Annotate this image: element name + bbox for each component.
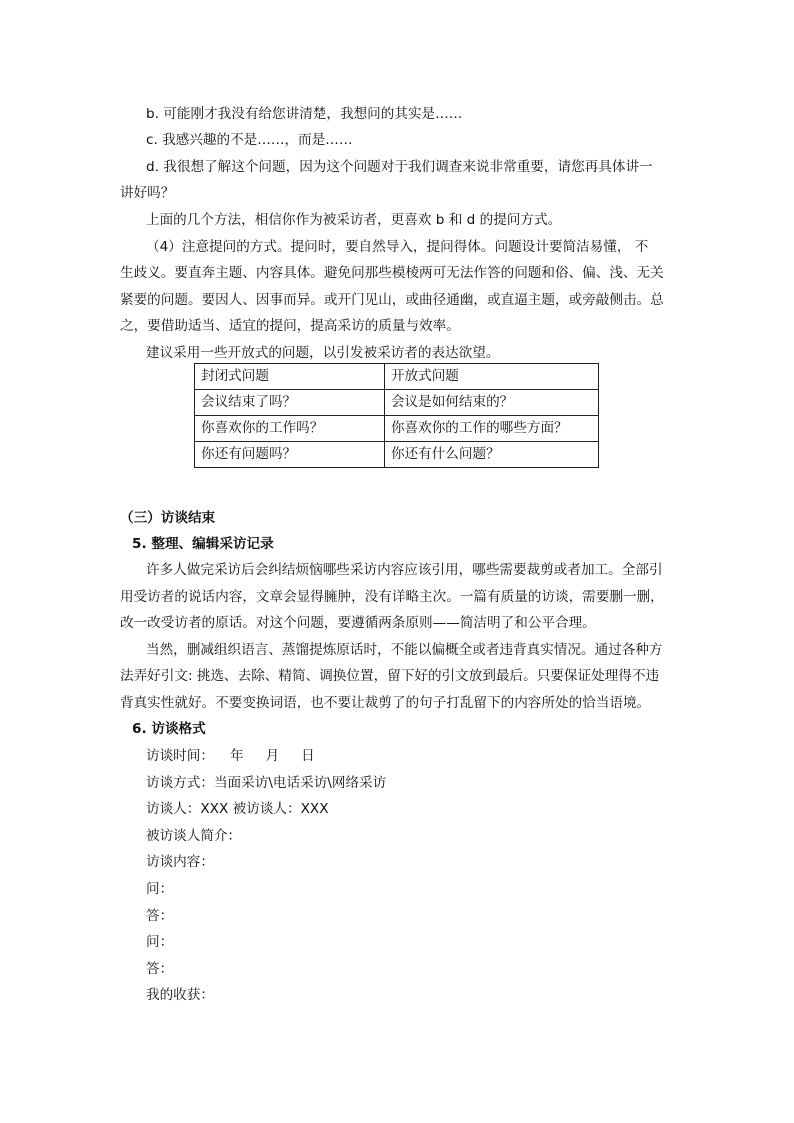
table-cell: 你还有什么问题？ (384, 442, 598, 468)
point-4-line-1: （4）注意提问的方式。提问时，要自然导入，提问得体。问题设计要简洁易懂， 不 (146, 239, 649, 255)
option-d-line-1: d. 我很想了解这个问题，因为这个问题对于我们调查来说非常重要，请您再具体讲一 (146, 159, 653, 175)
format-method: 访谈方式：当面采访\电话采访\网络采访 (146, 775, 387, 791)
summary-paragraph: 上面的几个方法，相信你作为被采访者，更喜欢 b 和 d 的提问方式。 (146, 212, 562, 228)
table-cell: 会议结束了吗？ (195, 390, 385, 416)
point-4-line-4: 之，要借助适当、适宜的提问，提高采访的质量与效率。 (120, 318, 460, 334)
table-cell: 会议是如何结束的？ (384, 390, 598, 416)
point-4-line-2: 生歧义。要直奔主题、内容具体。避免问那些模棱两可无法作答的问题和俗、偏、浅、无关 (120, 265, 664, 281)
format-day: 日 (301, 748, 315, 764)
table-cell: 你还有问题吗？ (195, 442, 385, 468)
table-row (195, 416, 599, 442)
table-header-closed: 封闭式问题 (195, 364, 385, 390)
format-people: 访谈人：XXX 被访谈人：XXX (146, 801, 329, 817)
format-time-label: 访谈时间： (146, 748, 214, 764)
section-5-p1-line-1: 许多人做完采访后会纠结烦恼哪些采访内容应该引用，哪些需要裁剪或者加工。全部引 (146, 562, 663, 578)
section-5-p1-line-3: 改一改受访者的原话。对这个问题，要遵循两条原则——简洁明了和公平合理。 (120, 615, 596, 631)
format-answer-2: 答： (146, 961, 174, 977)
format-harvest: 我的收获： (146, 987, 214, 1003)
table-header-row (195, 364, 599, 390)
option-c-line: c. 我感兴趣的不是……，而是…… (146, 132, 353, 148)
format-intro: 被访谈人简介： (146, 828, 242, 844)
option-b-line: b. 可能刚才我没有给您讲清楚，我想问的其实是…… (146, 106, 463, 122)
question-comparison-table (194, 363, 599, 468)
format-month: 月 (265, 748, 280, 764)
format-question-2: 问： (146, 934, 174, 950)
format-year: 年 (229, 748, 244, 764)
format-answer-1: 答： (146, 908, 174, 924)
table-row (195, 442, 599, 468)
section-3-heading: （三）访谈结束 (120, 510, 216, 526)
section-5-p2-line-3: 背真实性就好。不要变换词语，也不要让裁剪了的句子打乱留下的内容所处的恰当语境。 (120, 695, 651, 711)
format-content: 访谈内容： (146, 854, 214, 870)
table-row (195, 390, 599, 416)
subsection-6-heading: 6. 访谈格式 (132, 721, 206, 737)
section-5-p1-line-2: 用受访者的说话内容，文章会显得臃肿，没有详略主次。一篇有质量的访谈，需要删一删， (120, 589, 664, 605)
suggestion-paragraph: 建议采用一些开放式的问题，以引发被采访者的表达欲望。 (146, 345, 500, 361)
point-4-line-3: 紧要的问题。要因人、因事而异。或开门见山，或曲径通幽，或直逼主题，或旁敲侧击。总 (120, 292, 664, 308)
format-question-1: 问： (146, 881, 174, 897)
section-5-p2-line-2: 法弄好引文: 挑选、去除、精简、调换位置，留下好的引文放到最后。只要保证处理得不违 (120, 668, 660, 684)
table-cell: 你喜欢你的工作的哪些方面？ (384, 416, 598, 442)
table-header-open: 开放式问题 (384, 364, 598, 390)
format-time (146, 746, 315, 766)
option-d-line-2: 讲好吗？ (120, 185, 175, 201)
table-cell: 你喜欢你的工作吗？ (195, 416, 385, 442)
subsection-5-heading: 5. 整理、编辑采访记录 (132, 536, 274, 552)
section-5-p2-line-1: 当然，删减组织语言、蒸馏提炼原话时，不能以偏概全或者违背真实情况。通过各种方 (146, 642, 663, 658)
